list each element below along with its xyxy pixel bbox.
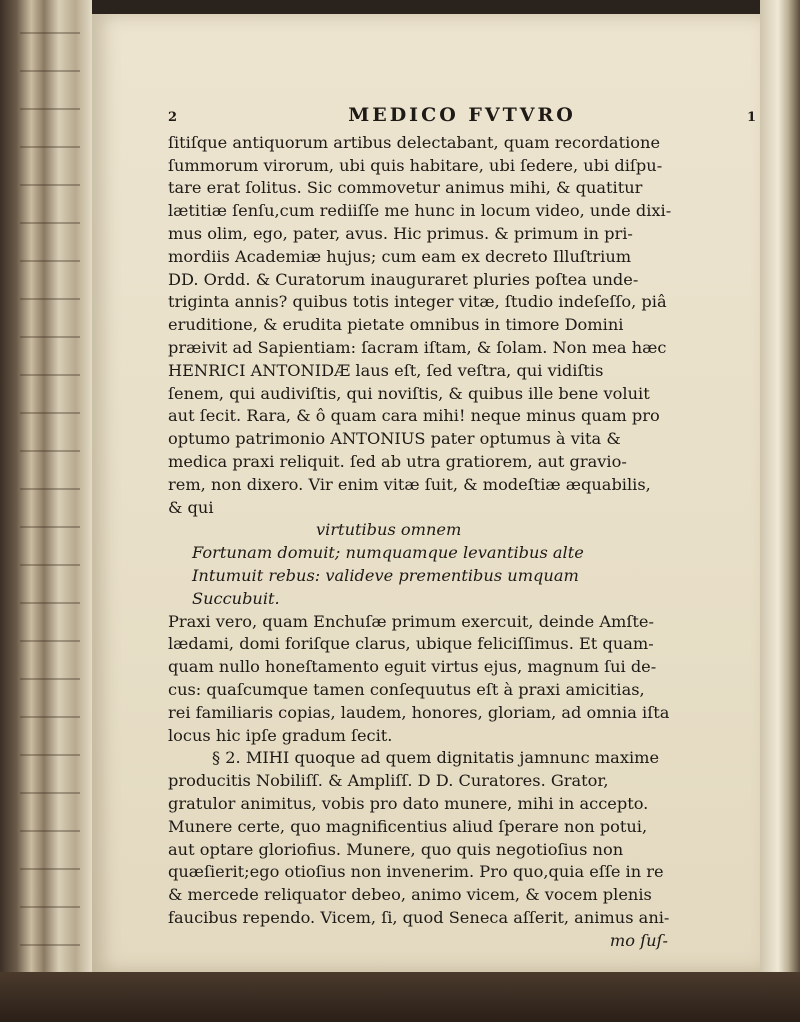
section-paragraph-start: § 2. MIHI quoque ad quem dignitatis jamnunc maxime bbox=[212, 748, 660, 768]
text-line: HENRICI ANTONIDÆ laus eſt, ſed veſtra, qui vidiſtis bbox=[168, 360, 604, 380]
verse-line: Succubuit. bbox=[192, 588, 280, 608]
running-header bbox=[168, 104, 756, 130]
verse-line: Intumuit rebus: valideve prementibus umquam bbox=[192, 565, 579, 585]
text-line: triginta annis? quibus totis integer vitæ, ſtudio indeſeſſo, piâ bbox=[168, 292, 667, 312]
book-binding-gutter bbox=[0, 0, 92, 1022]
text-line: locus hic ipſe gradum ſecit. bbox=[168, 725, 393, 745]
text-line: faucibus rependo. Vicem, ſi, quod Seneca aſſerit, animus ani- bbox=[168, 907, 670, 927]
text-line: tare erat ſolitus. Sic commovetur animus mihi, & quatitur bbox=[168, 178, 643, 198]
text-line: aut ſecit. Rara, & ô quam cara mihi! neque minus quam pro bbox=[168, 406, 660, 426]
text-line: & mercede reliquator debeo, animo vicem, & vocem plenis bbox=[168, 885, 652, 905]
text-line: Munere certe, quo magnificentius aliud ſperare non potui, bbox=[168, 816, 648, 836]
verse-line: virtutibus omnem bbox=[316, 520, 462, 540]
text-line: cus: quaſcumque tamen conſequutus eſt à praxi amicitias, bbox=[168, 679, 645, 699]
text-line: gratulor animitus, vobis pro dato munere, mihi in accepto. bbox=[168, 793, 649, 813]
text-line: & qui bbox=[168, 497, 214, 517]
text-line: eruditione, & erudita pietate omnibus in timore Domini bbox=[168, 315, 624, 335]
text-line: aut optare gloriofius. Munere, quo quis negotioſius non bbox=[168, 839, 624, 859]
verse-line: Fortunam domuit; numquamque levantibus alte bbox=[192, 543, 584, 563]
text-line: ſenem, qui audiviſtis, qui noviſtis, & quibus ille bene voluit bbox=[168, 383, 650, 403]
text-line: præivit ad Sapientiam: ſacram iſtam, & ſolam. Non mea hæc bbox=[168, 337, 667, 357]
text-line: quam nullo honeſtamento eguit virtus ejus, magnum ſui de- bbox=[168, 657, 657, 677]
text-line: mus olim, ego, pater, avus. Hic primus. & primum in pri- bbox=[168, 223, 633, 243]
page-text-block bbox=[168, 104, 756, 952]
text-line: quæſierit;ego otioſius non invenerim. Pro quo,quia eſſe in re bbox=[168, 862, 664, 882]
text-line: ſitiſque antiquorum artibus delectabant, quam recordatione bbox=[168, 132, 661, 152]
header-title: MEDICO FVTVRO bbox=[348, 104, 576, 126]
text-line: lætitiæ ſenſu,cum rediiſſe me hunc in locum video, unde dixi- bbox=[168, 201, 672, 221]
text-line: rei familiaris copias, laudem, honores, gloriam, ad omnia iſta bbox=[168, 702, 670, 722]
header-right-mark: 1 bbox=[746, 110, 756, 125]
page-edge-right bbox=[760, 0, 800, 1022]
text-line: optumo patrimonio ANTONIUS pater optumus à vita & bbox=[168, 429, 621, 449]
text-line: lædami, domi foriſque clarus, ubique feliciſſimus. Et quam- bbox=[168, 634, 654, 654]
text-line: DD. Ordd. & Curatorum inauguraret pluries poſtea unde- bbox=[168, 269, 639, 289]
text-line: ſummorum virorum, ubi quis habitare, ubi ſedere, ubi diſpu- bbox=[168, 155, 663, 175]
text-line: producitis Nobiliſſ. & Ampliſſ. D D. Curatores. Grator, bbox=[168, 771, 609, 791]
page-edge-bottom bbox=[0, 972, 800, 1022]
text-line: mordiis Academiæ hujus; cum eam ex decreto Illuſtrium bbox=[168, 246, 632, 266]
text-line: Praxi vero, quam Enchuſæ primum exercuit, deinde Amſte- bbox=[168, 611, 654, 631]
text-line: rem, non dixero. Vir enim vitæ ſuit, & modeſtiæ æquabilis, bbox=[168, 474, 651, 494]
text-line: medica praxi reliquit. ſed ab utra gratiorem, aut gravio- bbox=[168, 451, 627, 471]
catchword: mo ſuſ- bbox=[609, 930, 668, 950]
header-left-mark: 2 bbox=[168, 110, 178, 125]
